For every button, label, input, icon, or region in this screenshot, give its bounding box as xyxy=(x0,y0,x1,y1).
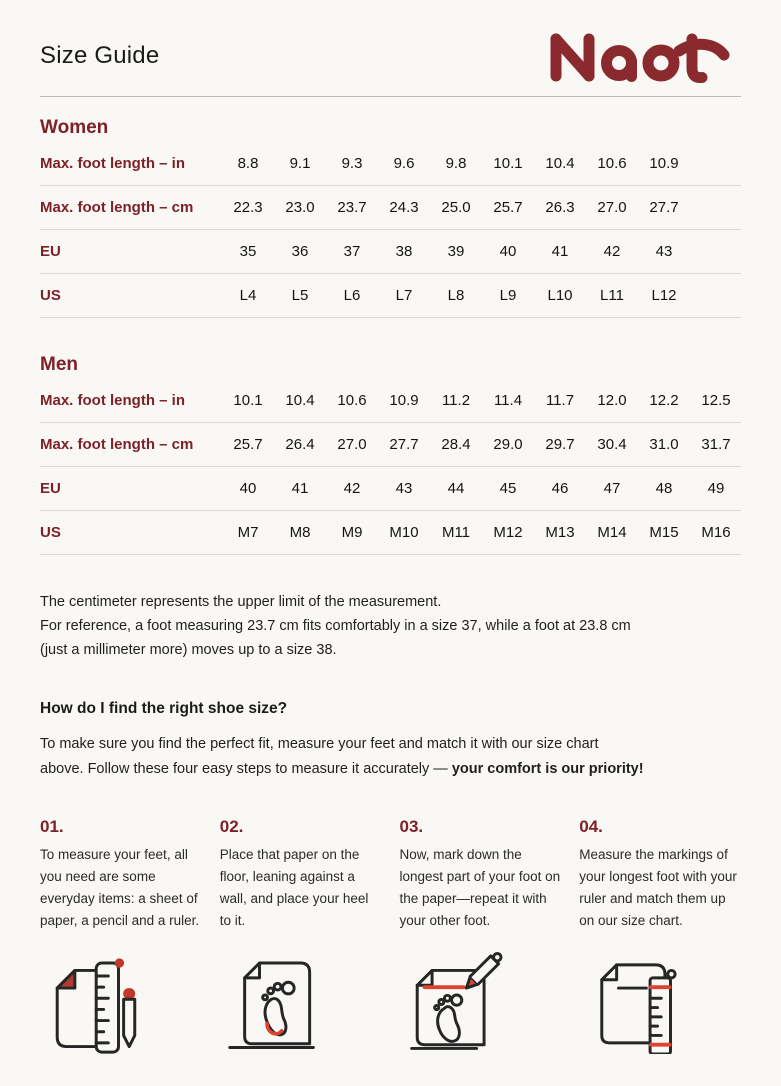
size-value: 29.7 xyxy=(545,436,575,453)
size-value: 28.4 xyxy=(441,436,471,453)
size-value: M10 xyxy=(389,524,419,541)
size-tables xyxy=(40,117,741,555)
note-line: For reference, a foot measuring 23.7 cm fits comfortably in a size 37, while a foot at 23.8 cm xyxy=(40,618,631,634)
size-value: 10.4 xyxy=(285,392,315,409)
size-value: 23.0 xyxy=(285,199,315,216)
size-value: L9 xyxy=(499,287,517,304)
size-value: M14 xyxy=(597,524,627,541)
header-divider xyxy=(40,96,741,97)
howto-intro-line1: To make sure you find the perfect fit, measure your feet and match it with our size chart xyxy=(40,736,599,752)
size-table-row xyxy=(40,186,741,230)
measurement-notes xyxy=(40,590,741,662)
size-table-row xyxy=(40,511,741,555)
size-value: 25.7 xyxy=(493,199,523,216)
size-value: 9.6 xyxy=(393,155,415,172)
size-table-row xyxy=(40,379,741,423)
row-label: EU xyxy=(40,480,61,497)
note-line: The centimeter represents the upper limit of the measurement. xyxy=(40,594,442,610)
how-to-section xyxy=(40,700,741,782)
size-value: 10.6 xyxy=(597,155,627,172)
step-number: 03. xyxy=(399,817,424,836)
row-label: Max. foot length – cm xyxy=(40,436,194,453)
size-value: 40 xyxy=(499,243,517,260)
section-heading: Men xyxy=(40,354,78,375)
size-value: 29.0 xyxy=(493,436,523,453)
size-table-row xyxy=(40,467,741,511)
step-icons xyxy=(40,950,741,1054)
size-table-row xyxy=(40,142,741,186)
size-value: 8.8 xyxy=(237,155,259,172)
size-value: 27.7 xyxy=(649,199,679,216)
howto-intro-bold: your comfort is our priority! xyxy=(451,761,644,777)
size-value: 24.3 xyxy=(389,199,419,216)
size-value: 9.3 xyxy=(341,155,363,172)
paper-footprint-pencil-icon xyxy=(400,950,562,1054)
row-label: Max. foot length – in xyxy=(40,392,185,409)
size-value: L11 xyxy=(600,287,624,304)
paper-ruler-icon xyxy=(579,950,741,1054)
step-01 xyxy=(40,816,202,932)
size-value: M16 xyxy=(701,524,731,541)
size-value: 30.4 xyxy=(597,436,627,453)
size-value: 36 xyxy=(291,243,309,260)
header xyxy=(40,0,741,84)
size-value: L7 xyxy=(395,287,413,304)
size-table-women xyxy=(40,117,741,318)
size-value: 25.0 xyxy=(441,199,471,216)
size-value: 23.7 xyxy=(337,199,367,216)
size-value: 11.4 xyxy=(493,392,523,409)
size-value: 27.0 xyxy=(597,199,627,216)
howto-heading: How do I find the right shoe size? xyxy=(40,700,288,717)
size-value: L5 xyxy=(291,287,309,304)
size-value: 26.3 xyxy=(545,199,575,216)
naot-logo-icon xyxy=(543,29,741,83)
size-value: 46 xyxy=(551,480,569,497)
size-value: M15 xyxy=(649,524,679,541)
note-line: (just a millimeter more) moves up to a size 38. xyxy=(40,642,337,658)
step-text: Measure the markings of your longest foot with your ruler and match them up on our size chart. xyxy=(579,847,737,928)
size-value: 11.7 xyxy=(545,392,575,409)
size-value: L8 xyxy=(447,287,465,304)
size-value: 12.5 xyxy=(701,392,731,409)
size-value: 42 xyxy=(603,243,621,260)
row-label: US xyxy=(40,287,61,304)
section-heading: Women xyxy=(40,117,109,138)
size-value: 9.8 xyxy=(445,155,467,172)
size-value: M11 xyxy=(441,524,471,541)
size-value: 22.3 xyxy=(233,199,263,216)
size-table-men xyxy=(40,354,741,555)
paper-footprint-floor-icon xyxy=(220,950,382,1054)
size-value: 10.6 xyxy=(337,392,367,409)
step-03 xyxy=(400,816,562,932)
size-value: 10.9 xyxy=(389,392,419,409)
size-value: 38 xyxy=(395,243,413,260)
naot-logo xyxy=(543,29,741,83)
size-value: 12.0 xyxy=(597,392,627,409)
size-value: 49 xyxy=(707,480,725,497)
size-table-row xyxy=(40,274,741,318)
size-value: M8 xyxy=(289,524,311,541)
size-table-row xyxy=(40,423,741,467)
size-value: 35 xyxy=(239,243,257,260)
size-value: L12 xyxy=(651,287,677,304)
size-value: M12 xyxy=(493,524,523,541)
size-value: 10.1 xyxy=(493,155,523,172)
size-value: M9 xyxy=(341,524,363,541)
size-value: 47 xyxy=(603,480,621,497)
size-value: 31.0 xyxy=(649,436,679,453)
step-number: 02. xyxy=(219,817,244,836)
howto-intro-line2: above. Follow these four easy steps to measure it accurately — xyxy=(40,761,452,777)
size-value: 45 xyxy=(499,480,517,497)
row-label: Max. foot length – cm xyxy=(40,199,194,216)
size-value: 42 xyxy=(343,480,361,497)
howto-intro xyxy=(40,732,741,782)
size-value: 25.7 xyxy=(233,436,263,453)
size-value: 10.4 xyxy=(545,155,575,172)
size-value: 44 xyxy=(447,480,465,497)
step-number: 01. xyxy=(40,817,64,836)
size-value: 37 xyxy=(343,243,361,260)
page-title: Size Guide xyxy=(40,42,160,69)
size-table-row xyxy=(40,230,741,274)
size-value: L4 xyxy=(239,287,257,304)
size-value: 26.4 xyxy=(285,436,315,453)
row-label: US xyxy=(40,524,61,541)
size-value: 10.9 xyxy=(649,155,679,172)
size-value: 48 xyxy=(655,480,673,497)
step-02 xyxy=(220,816,382,932)
step-number: 04. xyxy=(579,817,603,836)
size-value: 12.2 xyxy=(649,392,679,409)
step-text: Place that paper on the floor, leaning against a wall, and place your heel to it. xyxy=(219,847,369,928)
size-value: M13 xyxy=(545,524,575,541)
size-value: 11.2 xyxy=(441,392,471,409)
size-value: 10.1 xyxy=(233,392,263,409)
size-value: 31.7 xyxy=(701,436,731,453)
row-label: EU xyxy=(40,243,61,260)
step-text: Now, mark down the longest part of your foot on the paper—repeat it with your other foot. xyxy=(399,847,561,928)
size-value: 43 xyxy=(655,243,673,260)
size-value: 41 xyxy=(291,480,309,497)
size-value: L6 xyxy=(343,287,361,304)
size-value: 40 xyxy=(239,480,257,497)
size-value: 27.7 xyxy=(389,436,419,453)
size-value: 27.0 xyxy=(337,436,367,453)
size-value: L10 xyxy=(547,287,573,304)
size-value: 43 xyxy=(395,480,413,497)
size-value: 41 xyxy=(551,243,569,260)
measuring-steps xyxy=(40,816,741,932)
step-04 xyxy=(579,816,741,932)
paper-ruler-pencil-icon xyxy=(40,950,202,1054)
size-value: 9.1 xyxy=(289,155,311,172)
size-value: M7 xyxy=(237,524,259,541)
step-text: To measure your feet, all you need are some everyday items: a sheet of paper, a pencil and a ruler. xyxy=(40,847,200,928)
row-label: Max. foot length – in xyxy=(40,155,185,172)
size-value: 39 xyxy=(447,243,465,260)
